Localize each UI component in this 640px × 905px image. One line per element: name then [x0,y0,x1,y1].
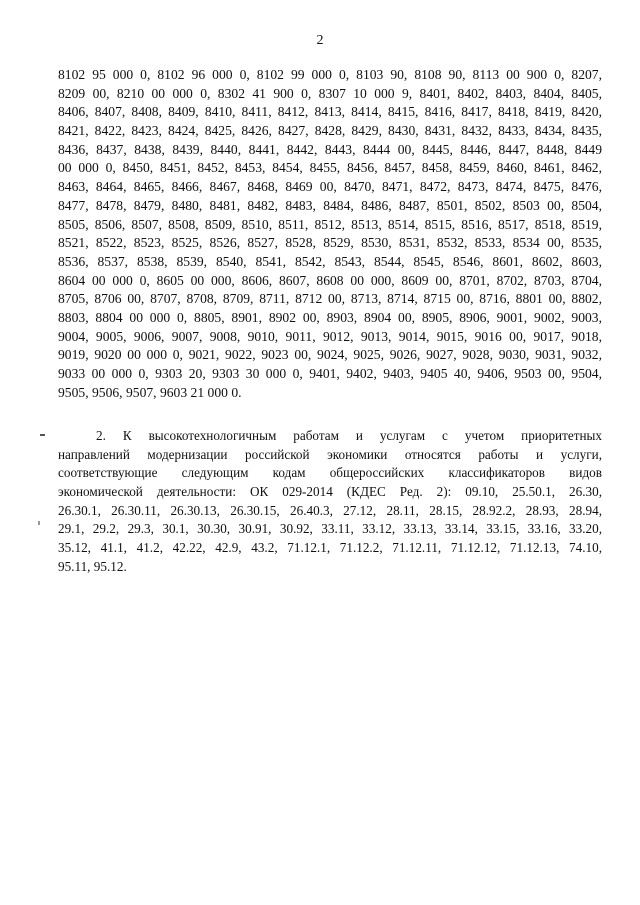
code-line: 8521, 8522, 8523, 8525, 8526, 8527, 8528, 8529, 8530, 8531, 8532, 8533, 8534 00, 8535, [58,235,602,251]
code-line: 8406, 8407, 8408, 8409, 8410, 8411, 8412, 8413, 8414, 8415, 8416, 8417, 8418, 8419, 8420, [58,104,602,120]
paragraph-line: 2. К высокотехнологичным работам и услугам с учетом приоритетных [96,428,602,443]
code-line: 8803, 8804 00 000 0, 8805, 8901, 8902 00, 8903, 8904 00, 8905, 8906, 9001, 9002, 9003, [58,309,602,325]
page-number: 2 [316,33,324,48]
paragraph-line: направлений модернизации российской экономики относятся работы и услуги, [58,446,602,462]
paragraph-line: экономической деятельности: ОК 029-2014 (КДЕС Ред. 2): 09.10, 25.50.1, 26.30, [58,484,602,500]
code-list [58,66,602,402]
margin-mark [40,434,45,436]
code-line: 8421, 8422, 8423, 8424, 8425, 8426, 8427, 8428, 8429, 8430, 8431, 8432, 8433, 8434, 8435, [58,123,602,139]
code-line: 8436, 8437, 8438, 8439, 8440, 8441, 8442, 8443, 8444 00, 8445, 8446, 8447, 8448, 8449 [58,141,602,157]
code-line: 8477, 8478, 8479, 8480, 8481, 8482, 8483, 8484, 8486, 8487, 8501, 8502, 8503 00, 8504, [58,197,602,213]
code-line: 8536, 8537, 8538, 8539, 8540, 8541, 8542, 8543, 8544, 8545, 8546, 8601, 8602, 8603, [58,253,602,269]
paragraph-line: 35.12, 41.1, 41.2, 42.22, 42.9, 43.2, 71.12.1, 71.12.2, 71.12.11, 71.12.12, 71.12.13, 74.10, [58,540,602,556]
paragraph-line: соответствующие следующим кодам общероссийских классификаторов видов [58,465,602,481]
code-line: 8505, 8506, 8507, 8508, 8509, 8510, 8511, 8512, 8513, 8514, 8515, 8516, 8517, 8518, 8519, [58,216,602,232]
code-line: 8209 00, 8210 00 000 0, 8302 41 900 0, 8307 10 000 9, 8401, 8402, 8403, 8404, 8405, [58,85,602,101]
paragraph-line-last: 95.11, 95.12. [58,558,127,574]
paragraph-2 [58,427,602,577]
code-line-last: 9505, 9506, 9507, 9603 21 000 0. [58,384,242,400]
paragraph-line: 26.30.1, 26.30.11, 26.30.13, 26.30.15, 26.40.3, 27.12, 28.11, 28.15, 28.92.2, 28.93, 28.94, [58,502,602,518]
paragraph-line: 29.1, 29.2, 29.3, 30.1, 30.30, 30.91, 30.92, 33.11, 33.12, 33.13, 33.14, 33.15, 33.16, 33.20, [58,521,602,537]
code-line: 8102 95 000 0, 8102 96 000 0, 8102 99 000 0, 8103 90, 8108 90, 8113 00 900 0, 8207, [58,67,602,82]
margin-mark [38,521,40,525]
code-line: 9033 00 000 0, 9303 20, 9303 30 000 0, 9401, 9402, 9403, 9405 40, 9406, 9503 00, 9504, [58,366,602,381]
code-line: 00 000 0, 8450, 8451, 8452, 8453, 8454, 8455, 8456, 8457, 8458, 8459, 8460, 8461, 8462, [58,160,602,176]
code-line: 8604 00 000 0, 8605 00 000, 8606, 8607, 8608 00 000, 8609 00, 8701, 8702, 8703, 8704, [58,272,602,288]
code-line: 9019, 9020 00 000 0, 9021, 9022, 9023 00, 9024, 9025, 9026, 9027, 9028, 9030, 9031, 9032, [58,347,602,363]
code-line: 8705, 8706 00, 8707, 8708, 8709, 8711, 8712 00, 8713, 8714, 8715 00, 8716, 8801 00, 8802, [58,291,602,307]
code-line: 8463, 8464, 8465, 8466, 8467, 8468, 8469 00, 8470, 8471, 8472, 8473, 8474, 8475, 8476, [58,179,602,195]
code-line: 9004, 9005, 9006, 9007, 9008, 9010, 9011, 9012, 9013, 9014, 9015, 9016 00, 9017, 9018, [58,328,602,344]
